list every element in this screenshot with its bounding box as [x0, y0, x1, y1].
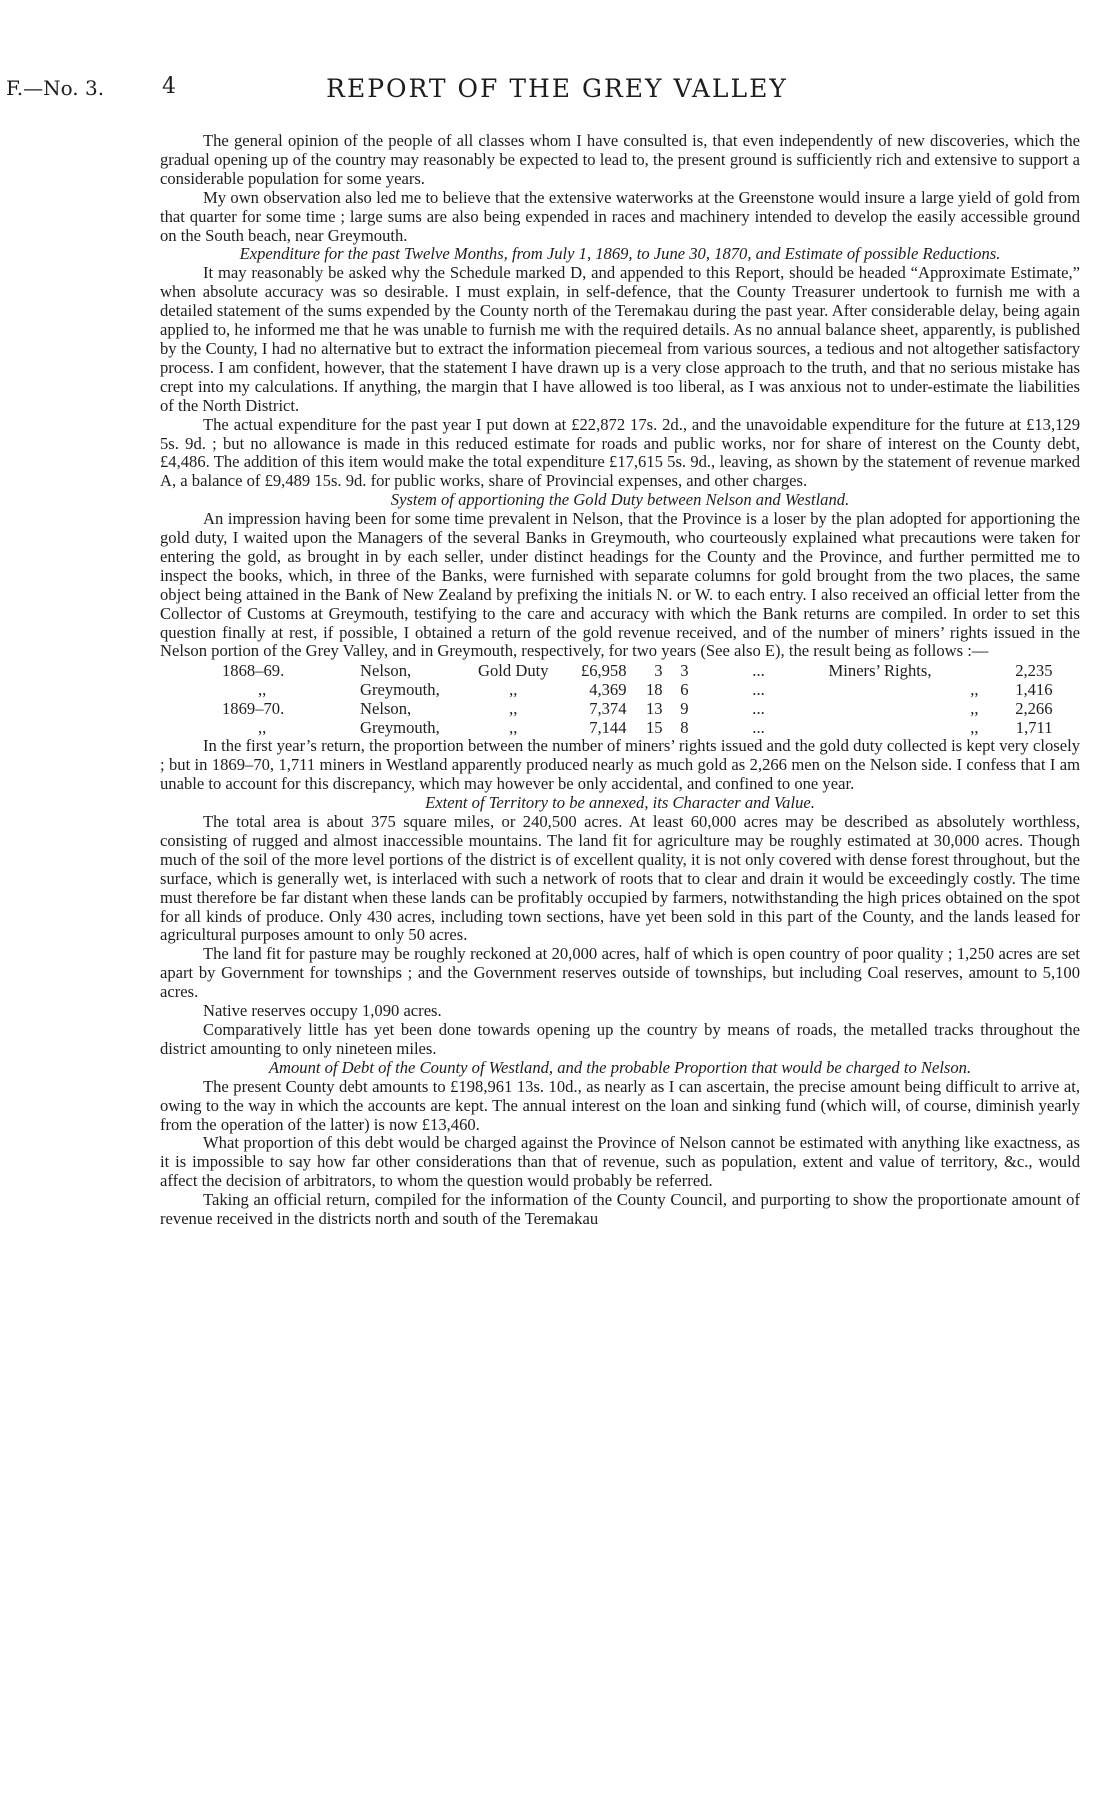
table-cell-leader: ...: [752, 718, 765, 738]
section-heading: Amount of Debt of the County of Westland, and the probable Proportion that would be charged to Nelson.: [268, 1057, 972, 1077]
gold-duty-table: [222, 661, 1053, 737]
table-cell-leader: ...: [752, 699, 765, 719]
table-row: [222, 718, 1053, 737]
table-cell-place: Greymouth,: [360, 718, 440, 738]
table-cell-pence: 8: [680, 718, 689, 738]
table-cell-year: 1868–69.: [222, 661, 285, 681]
table-cell-ditto: ,,: [509, 699, 518, 719]
table-cell-ditto: ,,: [970, 680, 979, 700]
paragraph: The total area is about 375 square miles, or 240,500 acres. At least 60,000 acres may be described as absolutely worthless, consisting of rugged and almost inaccessible mountains. The land fit for agriculture may be roughly estimated at 30,000 acres. Though much of the soil of the more level portions of the district is of excellent quality, it is not only covered with dense forest throughout, but the surface, which is generally wet, is interlaced with such a network of roots that to clear and drain it would be exceedingly costly. The time must therefore be far distant when these lands can be profitably occupied by farmers, notwithstanding the high prices obtained on the spot for all kinds of produce. Only 430 acres, including town sections, have yet been sold in this part of the County, and the lands leased for agricultural purposes amount to only 50 acres.: [160, 812, 1080, 945]
table-cell-leader: ...: [752, 661, 765, 681]
section-heading: System of apportioning the Gold Duty between Nelson and Westland.: [390, 490, 850, 510]
paragraph: Taking an official return, compiled for the information of the County Council, and purporting to show the proportionate amount of revenue received in the districts north and south of the Teremakau: [160, 1190, 1080, 1229]
paragraph: Comparatively little has yet been done towards opening up the country by means of roads, the metalled tracks throughout the district amounting to only nineteen miles.: [160, 1019, 1080, 1058]
table-cell-label: Miners’ Rights,: [828, 661, 932, 681]
page-header: [0, 74, 1114, 104]
page-number: 4: [162, 74, 176, 99]
paragraph: It may reasonably be asked why the Schedule marked D, and appended to this Report, should be headed “Approximate Estimate,” when absolute accuracy was so desirable. I must explain, in self-defence, that the County Treasurer undertook to furnish me with a detailed statement of the sums expended by the County north of the Teremakau during the past year. After considerable delay, being again applied to, he informed me that he was unable to furnish me with the required details. As no annual balance sheet, apparently, is published by the County, I had no alternative but to extract the information piecemeal from various sources, a tedious and not altogether satisfactory process. I am confident, however, that the statement I have drawn up is a very close approach to the truth, and that no serious mistake has crept into my calculations. If anything, the margin that I have allowed is too liberal, as I was anxious not to under-estimate the liabilities of the North District.: [160, 263, 1080, 415]
table-cell-shillings: 15: [645, 718, 663, 738]
table-cell-pounds: 7,374: [589, 699, 627, 719]
paragraph: In the first year’s return, the proportion between the number of miners’ rights issued and the gold duty collected is kept very closely ; but in 1869–70, 1,711 miners in Westland apparently produced nearly as much gold as 2,266 men on the Nelson side. I confess that I am unable to account for this discrepancy, which may however be only accidental, and confined to one year.: [160, 736, 1080, 794]
paragraph: The actual expenditure for the past year I put down at £22,872 17s. 2d., and the unavoidable expenditure for the future at £13,129 5s. 9d. ; but no allowance is made in this reduced estimate for roads and public works, nor for share of interest on the County debt, £4,486. The addition of this item would make the total expenditure £17,615 5s. 9d., leaving, as shown by the statement of revenue marked A, a balance of £9,489 15s. 9d. for public works, share of Provincial expenses, and other charges.: [160, 414, 1080, 491]
paragraph: The present County debt amounts to £198,961 13s. 10d., as nearly as I can ascertain, the precise amount being difficult to arrive at, owing to the way in which the accounts are kept. The annual interest on the loan and sinking fund (which will, of course, diminish yearly from the operation of the latter) is now £13,460.: [160, 1076, 1080, 1134]
table-cell-year: ,,: [258, 680, 267, 700]
table-cell-shillings: 18: [645, 680, 663, 700]
table-cell-pounds: 4,369: [589, 680, 627, 700]
table-cell-pence: 9: [680, 699, 689, 719]
table-cell-pounds: 7,144: [589, 718, 627, 738]
paragraph: The general opinion of the people of all classes whom I have consulted is, that even independently of new discoveries, which the gradual opening up of the country may reasonably be expected to lead to, the present ground is sufficiently rich and extensive to support a considerable population for some years.: [160, 131, 1080, 188]
table-cell-pounds: £6,958: [580, 661, 627, 681]
table-cell-ditto: ,,: [509, 718, 518, 738]
paragraph: What proportion of this debt would be charged against the Province of Nelson cannot be estimated with anything like exactness, as it is impossible to say how far other considerations than that of revenue, such as population, extent and value of territory, &c., would affect the decision of arbitrators, to whom the question would probably be referred.: [160, 1133, 1080, 1191]
table-cell-shillings: 13: [645, 699, 663, 719]
table-cell-leader: ...: [752, 680, 765, 700]
table-row: [222, 680, 1053, 699]
section-heading: Extent of Territory to be annexed, its Character and Value.: [425, 793, 815, 813]
table-cell-miners: 1,711: [1015, 718, 1053, 738]
section-heading: Expenditure for the past Twelve Months, from July 1, 1869, to June 30, 1870, and Estimate of possible Reductions.: [239, 244, 1001, 264]
table-cell-miners: 2,235: [1015, 661, 1053, 681]
table-cell-label: Gold Duty: [478, 661, 549, 681]
document-reference: F.—No. 3.: [6, 76, 105, 100]
table-row: [222, 661, 1053, 680]
paragraph: My own observation also led me to believe that the extensive waterworks at the Greenstone would insure a large yield of gold from that quarter for some time ; large sums are also being expended in races and machinery intended to develop the easily accessible ground on the South beach, near Greymouth.: [160, 187, 1080, 245]
table-cell-pence: 6: [680, 680, 689, 700]
table-cell-year: 1869–70.: [222, 699, 285, 719]
table-row: [222, 699, 1053, 718]
table-cell-pence: 3: [680, 661, 689, 681]
table-cell-ditto: ,,: [509, 680, 518, 700]
table-cell-year: ,,: [258, 718, 267, 738]
paragraph: An impression having been for some time prevalent in Nelson, that the Province is a loser by the plan adopted for apportioning the gold duty, I waited upon the Managers of the several Banks in Greymouth, who courteously explained what precautions were taken for entering the gold, as brought in by each seller, under distinct headings for the County and the Province, and further permitted me to inspect the books, which, in three of the Banks, were furnished with separate columns for gold brought from the two places, the same object being attained in the Bank of New Zealand by prefixing the initials N. or W. to each entry. I also received an official letter from the Collector of Customs at Greymouth, testifying to the care and accuracy with which the Bank returns are compiled. In order to set this question finally at rest, if possible, I obtained a return of the gold revenue received, and of the number of miners’ rights issued in the Nelson portion of the Grey Valley, and in Greymouth, respectively, for two years (See also E), the result being as follows :—: [160, 509, 1080, 661]
table-cell-miners: 2,266: [1015, 699, 1053, 719]
table-cell-shillings: 3: [654, 661, 663, 681]
table-cell-place: Greymouth,: [360, 680, 440, 700]
running-title: REPORT OF THE GREY VALLEY: [326, 74, 788, 103]
table-cell-ditto: ,,: [970, 699, 979, 719]
table-cell-ditto: ,,: [970, 718, 979, 738]
table-cell-place: Nelson,: [360, 699, 412, 719]
paragraph: The land fit for pasture may be roughly reckoned at 20,000 acres, half of which is open country of poor quality ; 1,250 acres are set apart by Government for townships ; and the Government reserves outside of townships, but including Coal reserves, amount to 5,100 acres.: [160, 944, 1080, 1002]
table-cell-place: Nelson,: [360, 661, 412, 681]
report-body: [160, 132, 1080, 1229]
paragraph: Native reserves occupy 1,090 acres.: [203, 1001, 442, 1021]
table-cell-miners: 1,416: [1015, 680, 1053, 700]
